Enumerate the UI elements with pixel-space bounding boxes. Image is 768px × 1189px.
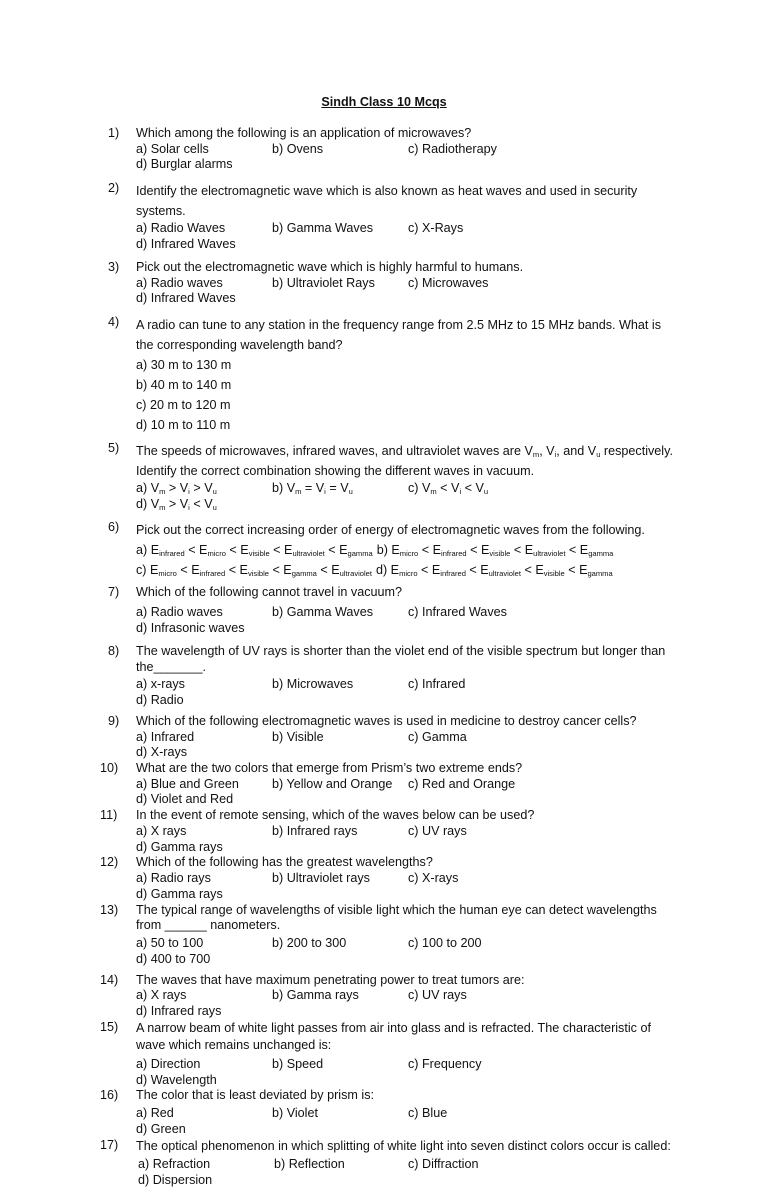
question-text: The color that is least deviated by prism is:: [136, 1088, 374, 1103]
option-b: b) 40 m to 140 m: [136, 378, 232, 393]
option-c: c) Radiotherapy: [408, 141, 497, 156]
question-12: [100, 855, 678, 902]
question-number: 12): [100, 855, 119, 870]
option-d: d) Burglar alarms: [136, 157, 233, 172]
option-a: a) x-rays: [136, 677, 185, 692]
option-b: b) Ultraviolet rays: [272, 871, 370, 886]
option-d: d) 400 to 700: [136, 951, 211, 966]
question-text: [136, 441, 678, 481]
question-number: 10): [100, 761, 119, 776]
option-list: [136, 824, 678, 855]
question-text: In the event of remote sensing, which of the waves below can be used?: [136, 808, 535, 823]
question-text: What are the two colors that emerge from Prism’s two extreme ends?: [136, 761, 523, 776]
option-list: [136, 1057, 678, 1088]
option-b: b) Ultraviolet Rays: [272, 275, 375, 290]
question-6: [108, 520, 678, 580]
page-title: Sindh Class 10 Mcqs: [321, 95, 447, 109]
question-text: Pick out the correct increasing order of energy of electromagnetic waves from the following.: [136, 522, 645, 537]
question-text: Which of the following electromagnetic waves is used in medicine to destroy cancer cells?: [136, 713, 637, 728]
option-c: c) UV rays: [408, 823, 467, 838]
question-number: 16): [100, 1088, 119, 1103]
question-text: Pick out the electromagnetic wave which is highly harmful to humans.: [136, 259, 524, 274]
question-13: [100, 903, 678, 968]
text-part: The speeds of microwaves, infrared waves, and ultraviolet waves are V: [136, 443, 533, 458]
option-a: a) 50 to 100: [136, 936, 204, 951]
question-8: [108, 644, 678, 709]
question-text: A radio can tune to any station in the frequency range from 2.5 MHz to 15 MHz bands. What is the corresponding wavelength band?: [136, 317, 662, 352]
question-7: [108, 585, 678, 636]
option-d: d) Violet and Red: [136, 792, 234, 807]
option-list: [136, 221, 678, 252]
question-14: [100, 973, 678, 1020]
option-list: [136, 560, 678, 580]
option-d: d) 10 m to 110 m: [136, 418, 231, 433]
option-d: d) $V_m > V_i < V_u$: [136, 496, 217, 512]
text-part: respectively. Identify the correct combination showing the different waves in vacuum.: [136, 443, 673, 478]
option-a: a) Infrared: [136, 729, 195, 744]
option-b: b) Ovens: [272, 141, 324, 156]
option-d: d) Infrared Waves: [136, 291, 236, 306]
option-b: b) Microwaves: [272, 677, 354, 692]
option-d: d) $E_{micro} < E_{infrared} < E_{ultraviolet} < E_{visible} < E_{gamma}$: [375, 563, 613, 579]
option-a: a) Blue and Green: [136, 776, 239, 791]
option-c: c) X-rays: [408, 871, 459, 886]
option-c: c) Gamma: [408, 729, 467, 744]
option-a: a) Solar cells: [136, 141, 209, 156]
option-c: c) Red and Orange: [408, 776, 516, 791]
option-list: [136, 540, 678, 560]
option-c: c) $V_m < V_i < V_u$: [408, 480, 489, 496]
question-text: The optical phenomenon in which splitting of white light into seven distinct colors occur is called:: [136, 1138, 671, 1153]
option-c: c) Infrared: [408, 677, 466, 692]
option-c: c) Infrared Waves: [408, 604, 507, 619]
question-list: [100, 126, 678, 1189]
question-number: 15): [100, 1019, 119, 1034]
option-list: [136, 1106, 678, 1137]
option-list: [136, 677, 678, 708]
option-a: a) X rays: [136, 988, 187, 1003]
question-number: 5): [108, 440, 120, 455]
option-a: a) Radio Waves: [136, 220, 226, 235]
subscript: i: [554, 449, 557, 459]
option-list: [136, 481, 678, 512]
option-a: a) $E_{infrared} < E_{micro} < E_{visible} < E_{ultraviolet} < E_{gamma}$: [136, 542, 373, 558]
question-number: 4): [108, 314, 120, 329]
question-number: 7): [108, 585, 120, 600]
option-b: b) Gamma Waves: [272, 220, 374, 235]
text-part: , V: [539, 443, 555, 458]
option-b: b) Violet: [272, 1106, 318, 1121]
text-part: , and V: [556, 443, 597, 458]
question-3: [108, 260, 678, 307]
option-d: d) Infrared Waves: [136, 236, 236, 251]
question-text: Which among the following is an application of microwaves?: [136, 126, 472, 140]
question-1: [108, 126, 678, 173]
option-d: d) Infrasonic waves: [136, 620, 245, 635]
option-d: d) Gamma rays: [136, 839, 223, 854]
option-b: b) $V_m = V_i = V_u$: [272, 480, 353, 496]
option-list: [136, 276, 678, 307]
option-d: d) Dispersion: [138, 1173, 213, 1188]
option-a: a) X rays: [136, 823, 187, 838]
option-list: [136, 871, 678, 902]
option-b: b) Yellow and Orange: [272, 776, 393, 791]
subscript: m: [532, 449, 540, 459]
option-d: d) Wavelength: [136, 1072, 217, 1087]
option-c: c) 20 m to 120 m: [136, 398, 231, 413]
question-15: [100, 1020, 678, 1089]
option-b: b) Infrared rays: [272, 823, 358, 838]
option-c: c) Blue: [408, 1106, 448, 1121]
option-a: a) $V_m > V_i > V_u$: [136, 480, 217, 496]
option-c: c) UV rays: [408, 988, 467, 1003]
question-number: 11): [100, 808, 118, 823]
question-number: 6): [108, 519, 120, 534]
option-c: c) X-Rays: [408, 220, 464, 235]
question-text: The typical range of wavelengths of visible light which the human eye can detect wavelengths from ______ nanometers.: [136, 902, 657, 933]
option-d: d) Green: [136, 1121, 186, 1136]
question-text: The waves that have maximum penetrating power to treat tumors are:: [136, 972, 525, 987]
option-c: c) Diffraction: [408, 1157, 479, 1172]
option-a: a) Radio rays: [136, 871, 211, 886]
option-a: a) Direction: [136, 1057, 201, 1072]
option-list: [136, 355, 678, 436]
question-16: [100, 1088, 678, 1137]
question-text: Identify the electromagnetic wave which is also known as heat waves and used in security systems.: [136, 183, 638, 218]
option-a: a) Red: [136, 1106, 174, 1121]
option-a: a) 30 m to 130 m: [136, 357, 232, 372]
question-text: A narrow beam of white light passes from air into glass and is refracted. The characteristic of wave which remains unchanged is:: [136, 1020, 651, 1053]
question-5: [108, 441, 678, 513]
question-number: 17): [100, 1137, 119, 1152]
option-b: b) Visible: [272, 729, 324, 744]
option-a: a) Refraction: [138, 1157, 211, 1172]
option-c: c) Frequency: [408, 1057, 482, 1072]
option-c: c) $E_{micro} < E_{infrared} < E_{visible} < E_{gamma} < E_{ultraviolet}$: [136, 563, 372, 579]
option-b: b) Gamma rays: [272, 988, 359, 1003]
question-10: [100, 761, 678, 808]
option-list: [136, 730, 678, 761]
option-b: b) Gamma Waves: [272, 604, 374, 619]
option-c: c) 100 to 200: [408, 936, 482, 951]
question-number: 3): [108, 259, 120, 274]
option-b: b) Reflection: [274, 1157, 345, 1172]
option-b: b) $E_{micro} < E_{infrared} < E_{visible} < E_{ultraviolet} < E_{gamma}$: [376, 542, 614, 558]
question-number: 1): [108, 126, 120, 140]
question-number: 9): [108, 713, 120, 728]
option-list: [136, 142, 678, 173]
option-a: a) Radio waves: [136, 604, 223, 619]
question-2: [108, 181, 678, 253]
question-number: 8): [108, 643, 120, 658]
question-number: 14): [100, 972, 119, 987]
option-c: c) Microwaves: [408, 275, 489, 290]
option-list: [138, 1157, 678, 1188]
question-text: Which of the following has the greatest wavelengths?: [136, 855, 433, 870]
option-d: d) X-rays: [136, 745, 188, 760]
question-number: 13): [100, 902, 119, 917]
question-11: [100, 808, 678, 855]
option-a: a) Radio waves: [136, 275, 223, 290]
option-list: [136, 777, 678, 808]
option-d: d) Radio: [136, 693, 184, 708]
question-9: [108, 714, 678, 761]
option-b: b) 200 to 300: [272, 936, 347, 951]
option-list: [136, 988, 678, 1019]
question-number: 2): [108, 180, 120, 195]
question-17: [100, 1138, 678, 1189]
question-text: Which of the following cannot travel in vacuum?: [136, 585, 403, 600]
option-b: b) Speed: [272, 1057, 324, 1072]
option-d: d) Gamma rays: [136, 886, 223, 901]
question-4: [108, 315, 678, 436]
question-text: The wavelength of UV rays is shorter than the violet end of the visible spectrum but longer than the_______.: [136, 643, 666, 674]
option-list: [136, 936, 678, 967]
subscript: u: [596, 449, 601, 459]
option-d: d) Infrared rays: [136, 1004, 222, 1019]
option-list: [136, 605, 678, 636]
